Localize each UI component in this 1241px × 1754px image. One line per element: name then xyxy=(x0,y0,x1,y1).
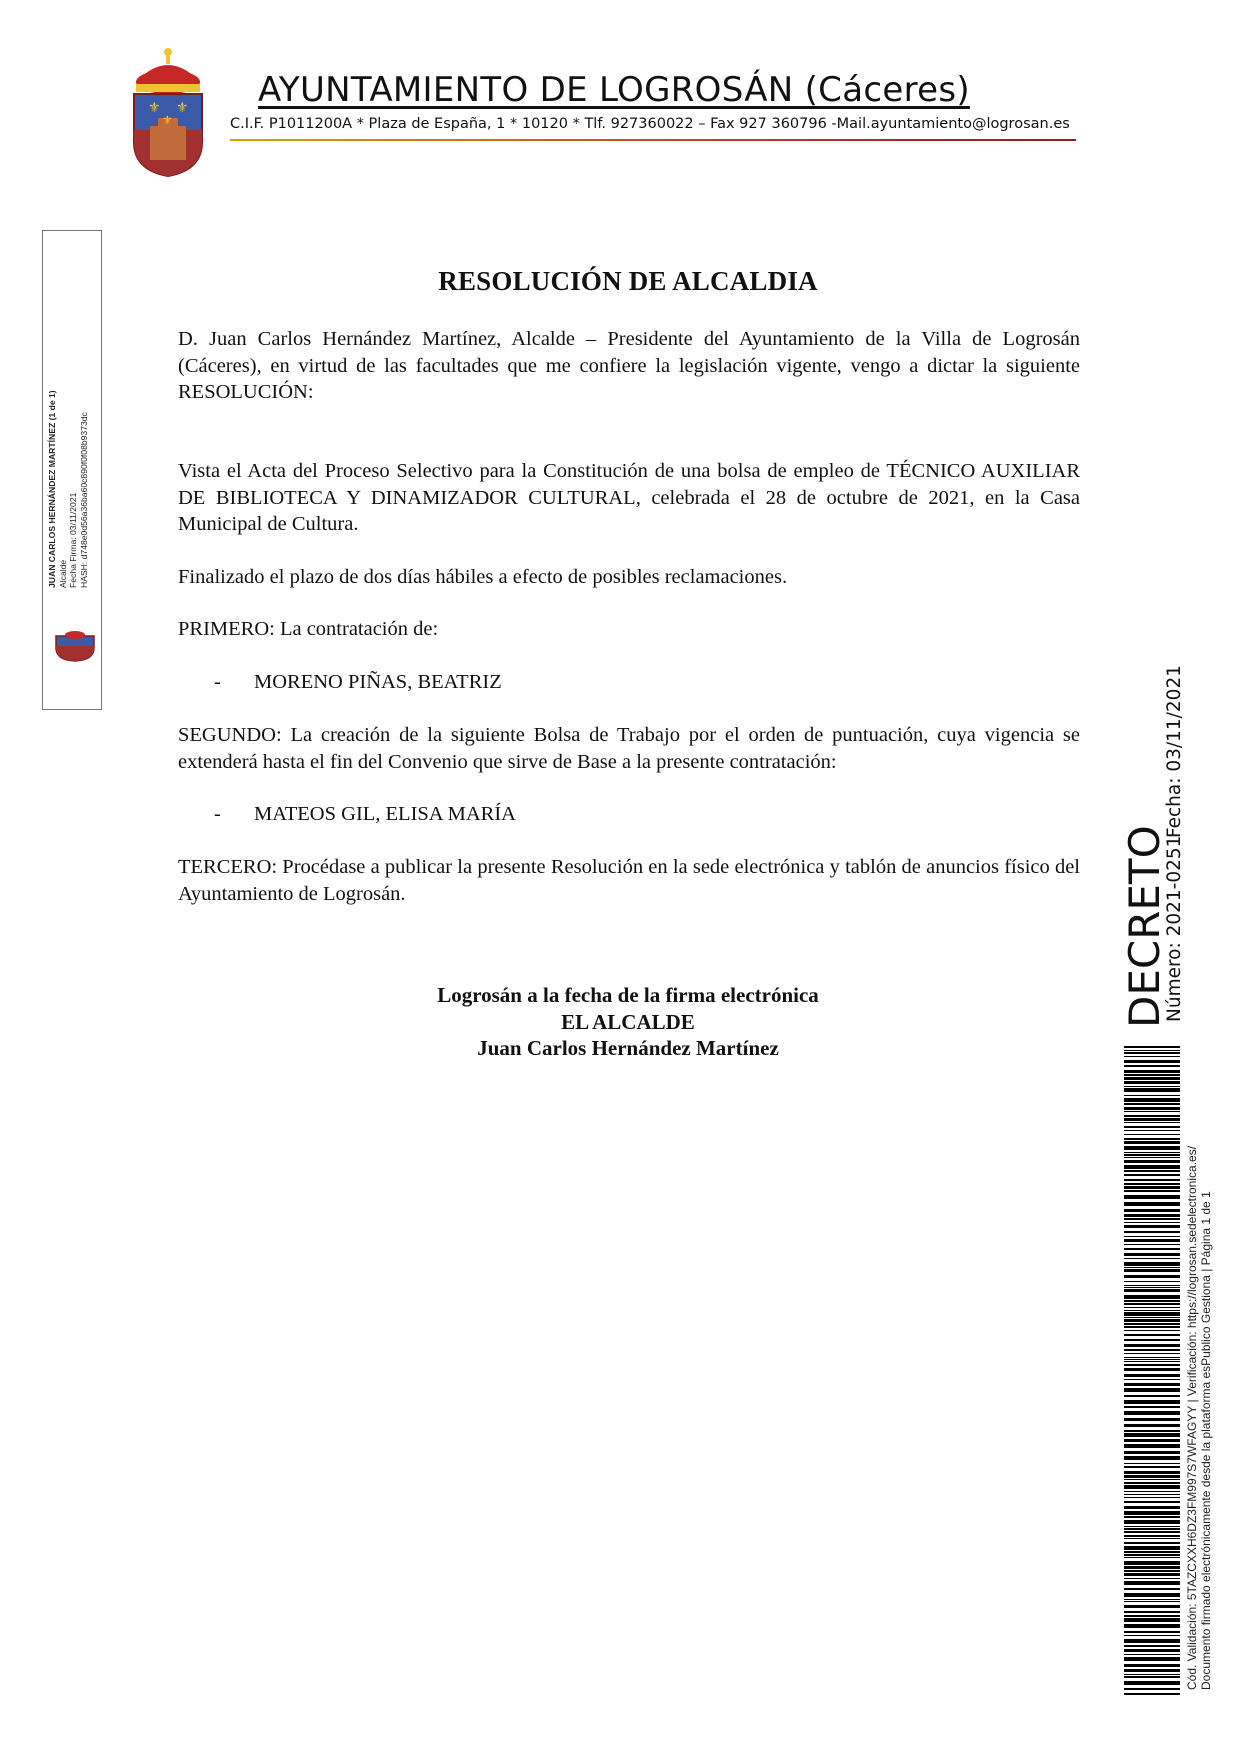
svg-text:⚜: ⚜ xyxy=(148,101,161,116)
signer-role: Alcalde xyxy=(57,559,68,588)
municipal-crest-logo xyxy=(128,46,208,178)
bullet-dash: - xyxy=(214,803,221,825)
decree-number: Número: 2021-0251 xyxy=(1164,835,1185,1022)
organization-contact: C.I.F. P1011200A * Plaza de España, 1 * 10120 * Tlf. 927360022 – Fax 927 360796 -Mail.ayuntamiento@logrosan.es xyxy=(230,116,1070,132)
svg-text:⚜: ⚜ xyxy=(176,101,189,116)
intro-paragraph: D. Juan Carlos Hernández Martínez, Alcalde – Presidente del Ayuntamiento de la Villa de Logrosán (Cáceres), en virtud de las facultades que me confiere la legislación vigente, vengo a dictar la siguiente RESOLUCIÓN: xyxy=(178,328,1080,403)
signer-name: JUAN CARLOS HERNÁNDEZ MARTÍNEZ (1 de 1) xyxy=(47,390,57,588)
decree-date: Fecha: 03/11/2021 xyxy=(1164,665,1185,838)
bullet-dash: - xyxy=(214,671,221,693)
signature-hash: HASH: d748e0d56a36ba60c890f0f08b9373dc xyxy=(78,412,89,588)
finalizado-paragraph: Finalizado el plazo de dos días hábiles a efecto de posibles reclamaciones. xyxy=(178,566,788,588)
decree-label: DECRETO xyxy=(1120,825,1169,1028)
vista-paragraph: Vista el Acta del Proceso Selectivo para la Constitución de una bolsa de empleo de TÉCNICO AUXILIAR DE BIBLIOTECA Y DINAMIZADOR CULTURAL, celebrada el 28 de octubre de 2021, en la Casa Municipal de Cultura. xyxy=(178,460,1080,535)
tercero-paragraph: TERCERO: Procédase a publicar la presente Resolución en la sede electrónica y tablón de anuncios físico del Ayuntamiento de Logrosán. xyxy=(178,856,1080,905)
closing-name: Juan Carlos Hernández Martínez xyxy=(477,1036,779,1060)
segundo-paragraph: SEGUNDO: La creación de la siguiente Bolsa de Trabajo por el orden de puntuación, cuya vigencia se extenderá hasta el fin del Convenio que sirve de Base a la presente contratación: xyxy=(178,724,1080,773)
segundo-item-name: MATEOS GIL, ELISA MARÍA xyxy=(254,803,516,825)
organization-title: AYUNTAMIENTO DE LOGROSÁN (Cáceres) xyxy=(258,70,970,110)
signature-stamp-text xyxy=(47,348,99,588)
signature-stamp-crest-icon xyxy=(52,630,98,662)
closing-role: EL ALCALDE xyxy=(561,1009,695,1034)
document-title: RESOLUCIÓN DE ALCALDIA xyxy=(438,266,818,296)
signature-date: Fecha Firma: 03/11/2021 xyxy=(68,492,78,588)
validation-barcode xyxy=(1124,1046,1180,1696)
primero-list-item xyxy=(214,669,502,696)
verification-code: Cód. Validación: 5TAZCXXH6DZ3FM997S7WFAGYY | Verificación: https://logrosan.sedelectronica.es/ xyxy=(1185,1145,1199,1690)
primero-item-name: MORENO PIÑAS, BEATRIZ xyxy=(254,671,502,693)
segundo-list-item xyxy=(214,801,516,828)
header-divider xyxy=(230,139,1076,141)
svg-text:⚜: ⚜ xyxy=(162,113,173,127)
platform-note: Documento firmado electrónicamente desde la plataforma esPublico Gestiona | Página 1 de 1 xyxy=(1198,1191,1213,1690)
closing-block xyxy=(378,982,878,1062)
verification-text xyxy=(1186,1146,1213,1690)
closing-place-date: Logrosán a la fecha de la firma electrónica xyxy=(437,983,819,1007)
primero-paragraph: PRIMERO: La contratación de: xyxy=(178,618,439,640)
